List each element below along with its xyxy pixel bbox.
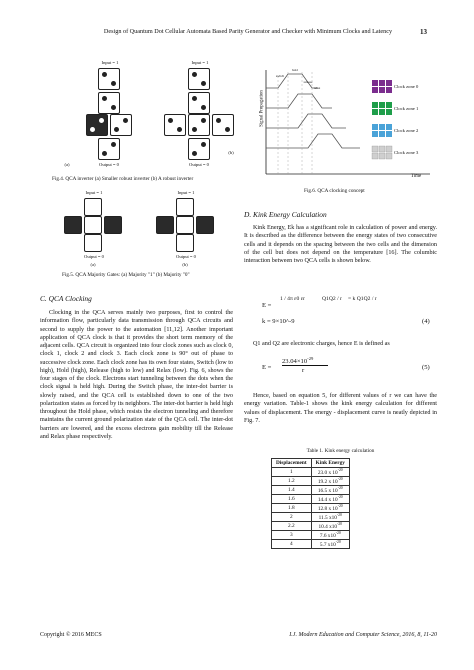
- displacement-cell: 1.6: [272, 495, 312, 504]
- zone1-waveform: [266, 94, 332, 108]
- qca-cell: [98, 138, 120, 160]
- kink-energy-value: 10.4 x10: [318, 523, 338, 530]
- kink-energy-value: 14.4 x 10: [317, 496, 338, 503]
- kink-energy-exponent: -20: [336, 513, 342, 518]
- page-number: 13: [420, 28, 427, 36]
- displacement-cell: 1.8: [272, 504, 312, 513]
- fig5-output-label-a: Output = 0: [84, 254, 104, 259]
- kink-energy-value: 19.2 x 10: [317, 478, 338, 485]
- figure-6: [252, 66, 434, 182]
- kink-energy-cell: [311, 468, 349, 477]
- eq5-fraction-bar: [282, 365, 328, 366]
- eq5-denominator: r: [302, 367, 305, 374]
- displacement-cell: 2.2: [272, 522, 312, 531]
- displacement-cell: 1: [272, 468, 312, 477]
- table-header: Kink Energy: [311, 459, 349, 468]
- displacement-cell: 2: [272, 513, 312, 522]
- fig4-input-label-b: Input = 1: [191, 60, 209, 65]
- qca-cell: [188, 138, 210, 160]
- kink-energy-value: 16.5 x 10: [317, 487, 338, 494]
- fig6-x-label: Time: [410, 174, 422, 179]
- fig5-input-label-b: Input = 1: [177, 190, 195, 195]
- eq5-number: (5): [422, 364, 430, 371]
- section-d-heading: D. Kink Energy Calculation: [244, 210, 327, 219]
- table-row: [272, 486, 350, 495]
- eq5-lhs: E =: [262, 364, 272, 371]
- section-d-para2: Q1 and Q2 are electronic charges, hence E is defined as: [253, 341, 390, 347]
- kink-energy-cell: [311, 486, 349, 495]
- kink-energy-value: 7.6 x10: [319, 532, 336, 539]
- zone2-cells: [372, 124, 392, 137]
- phase-relax: relax: [313, 86, 321, 90]
- eq4-rhs: = k Q1Q2 / r: [348, 296, 377, 302]
- zone-3-label: Clock zone 3: [394, 150, 419, 155]
- kink-energy-cell: [311, 513, 349, 522]
- qca-cell: [212, 114, 234, 136]
- figure-5: [48, 190, 248, 270]
- fig5-caption: Fig.5. QCA Majority Gates: (a) Majority "1" (b) Majority "0": [62, 272, 190, 278]
- kink-energy-exponent: -20: [337, 522, 342, 527]
- qca-cell: [98, 92, 120, 114]
- zone3-cells: [372, 146, 392, 159]
- eq5-exponent: -29: [307, 356, 314, 361]
- qca-cell: [188, 68, 210, 90]
- zone-2-label: Clock zone 2: [394, 128, 419, 133]
- section-d-para1: Kink Energy, Ek has a significant role in calculation of power and energy. It is described as the difference between the energy states of two consecutive cells and it depends on the spacing between the two cells and the dimension of the cell but does not depend on the temperature [16]. The columbic interaction between two QCA cells is shown below.: [244, 225, 437, 264]
- kink-energy-exponent: -20: [335, 540, 341, 545]
- eq4-fraction: Q1Q2 / r: [322, 296, 342, 302]
- table-1: [271, 458, 350, 549]
- table-row: [272, 540, 350, 549]
- table-row: [272, 531, 350, 540]
- kink-energy-cell: [311, 477, 349, 486]
- footer-copyright: Copyright © 2016 MECS: [40, 632, 102, 638]
- qca-cell: [176, 234, 194, 252]
- fig6-caption: Fig.6. QCA clocking concept: [304, 188, 365, 194]
- footer-journal: I.J. Modern Education and Computer Science, 2016, 8, 11-20: [289, 632, 437, 638]
- fig5-sub-b: (b): [182, 262, 188, 267]
- kink-energy-exponent: -20: [337, 495, 343, 500]
- table-row: [272, 522, 350, 531]
- table-row: [272, 495, 350, 504]
- qca-cell: [104, 216, 122, 234]
- kink-energy-value: 5.7 x10: [319, 541, 336, 548]
- qca-cell: [188, 92, 210, 114]
- qca-cell: [84, 198, 102, 216]
- fig6-y-label: Signal Propagation: [259, 90, 265, 127]
- fig4-sub-b: (b): [228, 150, 234, 155]
- kink-energy-exponent: -20: [337, 477, 343, 482]
- phase-switch: switch: [275, 74, 285, 78]
- zone-1-label: Clock zone 1: [394, 106, 419, 111]
- fig4-input-label-a: Input = 1: [101, 60, 119, 65]
- table-row: [272, 513, 350, 522]
- equation-4: [262, 296, 440, 330]
- qca-cell: [84, 234, 102, 252]
- zone3-waveform: [266, 134, 360, 148]
- kink-energy-value: 11.5 x10: [318, 514, 337, 521]
- section-d-body: [244, 224, 437, 265]
- fig5-output-label-b: Output = 0: [176, 254, 196, 259]
- fig4-output-label-b: Output = 0: [189, 162, 209, 167]
- section-d-para3-wrap: [244, 392, 437, 425]
- table-header: Displacement: [272, 459, 312, 468]
- qca-cell: [196, 216, 214, 234]
- running-header: Design of Quantum Dot Cellular Automata Based Parity Generator and Checker with Minimum Clocks and Latency: [103, 28, 393, 35]
- table-row: [272, 477, 350, 486]
- kink-energy-exponent: -20: [337, 504, 343, 509]
- displacement-cell: 3: [272, 531, 312, 540]
- equation-5: [262, 356, 440, 382]
- kink-energy-cell: [311, 522, 349, 531]
- zone-0-label: Clock zone 0: [394, 84, 419, 89]
- figure-4: [60, 58, 240, 170]
- fig5-sub-a: (a): [90, 262, 96, 267]
- section-c-paragraph: Clocking in the QCA serves mainly two purposes, first to control the information flow, particularly data transmission through QCA circuits and second to supply the power to the automation [11,12]. Another important application of QCA clock is that it provides the short term memory of the adjacent cells. QCA circuit is organized into four clock zones such as clock 0, clock 1, clock 2 and clock 3. Each clock zone is 90° out of phase to successive clock zone. Each clock zone has its own four states, Switch (low to high), Hold (high), Release (high to low) and Relax (low). Fig. 6, shows the four stages of the clock. Electrons start tunneling between the dots when the clock signal is held high. During the Switch phase, the inter-dot barrier is slowly raised, and the QCA cell is established down to one of the two polarization states as forced by its neighbors. The inter-dot barrier is held high throughout the Hold phase, which resists the electron tunneling and therefore maintains the current ground polarization state of the QCA cell. The inter-dot barriers are lowered, and the excess electrons gain mobility till the Release and Relax phase respectively.: [40, 310, 233, 440]
- eq4-lhs: E =: [262, 302, 272, 309]
- phase-hold: hold: [292, 68, 298, 72]
- table-row: [272, 504, 350, 513]
- qca-cell: [188, 114, 210, 136]
- kink-energy-cell: [311, 495, 349, 504]
- kink-energy-exponent: -20: [335, 531, 341, 536]
- eq4-constant: k = 9×10^-9: [262, 318, 295, 325]
- qca-cell: [164, 114, 186, 136]
- kink-energy-exponent: -20: [337, 468, 343, 473]
- zone1-cells: [372, 102, 392, 115]
- eq5-numerator: [282, 356, 313, 365]
- phase-release: release: [303, 80, 313, 84]
- section-c-body: [40, 309, 233, 441]
- qca-cell: [110, 114, 132, 136]
- section-d-para2-wrap: [244, 340, 437, 348]
- qca-cell: [86, 114, 108, 136]
- fig5-input-label-a: Input = 1: [85, 190, 103, 195]
- table1-caption: Table 1. Kink energy calculation: [306, 448, 375, 454]
- section-c-heading: C. QCA Clocking: [40, 294, 92, 303]
- kink-energy-value: 23.0 x 10: [317, 469, 338, 476]
- kink-energy-cell: [311, 504, 349, 513]
- eq4-coefficient: 1 / 4π ε0 εr: [280, 296, 305, 302]
- table-row: [272, 468, 350, 477]
- displacement-cell: 1.2: [272, 477, 312, 486]
- qca-cell: [176, 198, 194, 216]
- fig4-sub-a: (a): [64, 162, 70, 167]
- eq4-number: (4): [422, 318, 430, 325]
- qca-cell: [64, 216, 82, 234]
- kink-energy-exponent: -20: [337, 486, 343, 491]
- qca-cell: [176, 216, 194, 234]
- section-d-para3: Hence, based on equation 5, for different values of r we can have the energy variation. Table-1 shows the kink energy calculation for different values of displacement. The energy - displacement curve is neatly depicted in Fig. 7.: [244, 393, 437, 424]
- zone0-cells: [372, 80, 392, 93]
- kink-energy-cell: [311, 531, 349, 540]
- kink-energy-value: 12.8 x 10: [317, 505, 338, 512]
- displacement-cell: 1.4: [272, 486, 312, 495]
- qca-cell: [156, 216, 174, 234]
- qca-cell: [84, 216, 102, 234]
- kink-energy-cell: [311, 540, 349, 549]
- displacement-cell: 4: [272, 540, 312, 549]
- eq5-numerator-base: 23.04×10: [282, 358, 308, 366]
- qca-cell: [98, 68, 120, 90]
- fig4-output-label-a: Output = 0: [99, 162, 119, 167]
- fig4-caption: Fig.4. QCA inverter (a) Smaller robust inverter (b) A robust inverter: [52, 176, 194, 182]
